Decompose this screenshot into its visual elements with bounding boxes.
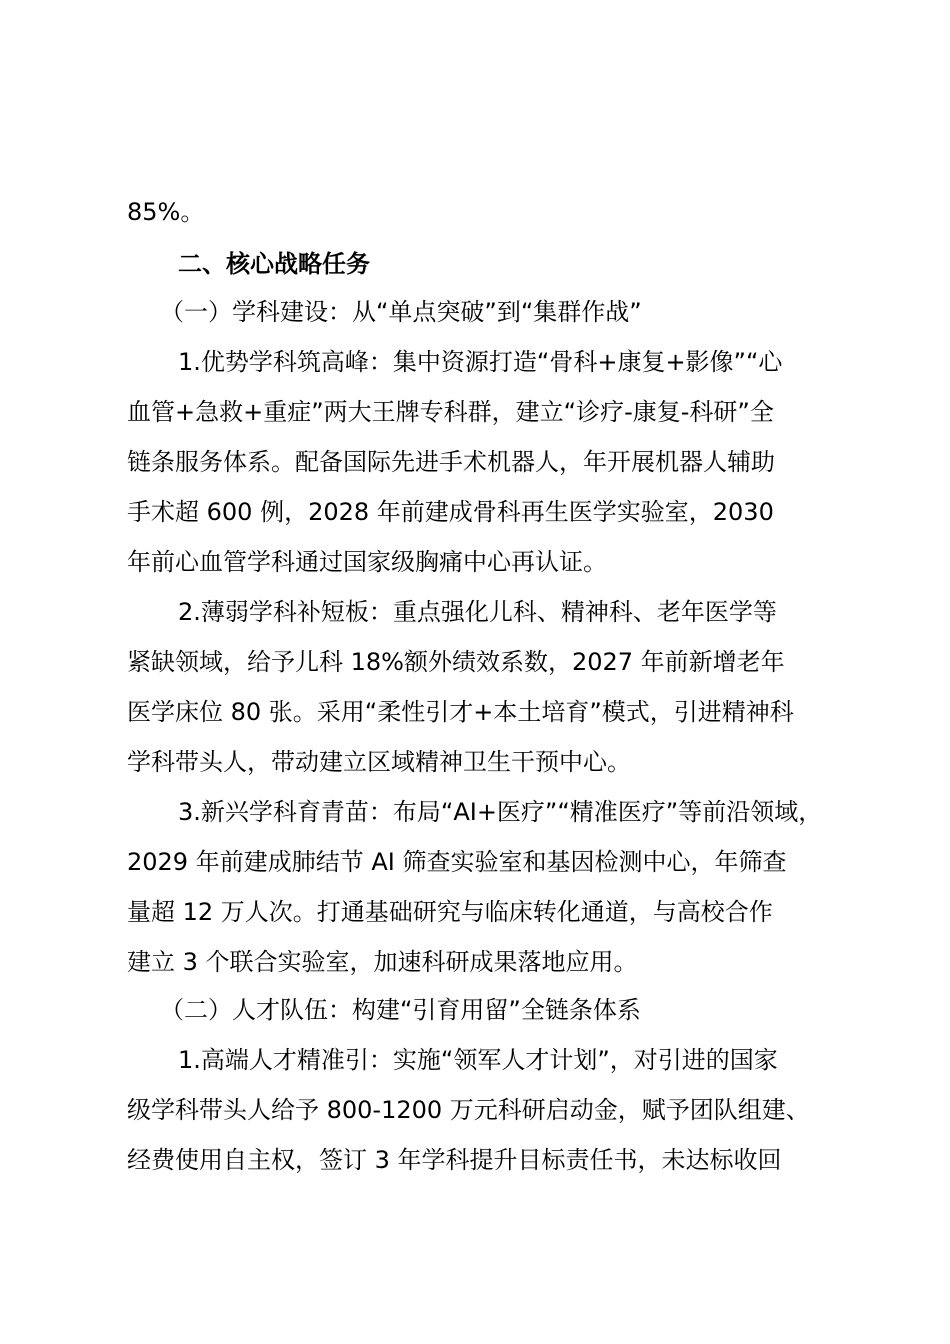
paragraph-line: 年前心血管学科通过国家级胸痛中心再认证。 bbox=[127, 548, 607, 576]
paragraph-line: 手术超 600 例，2028 年前建成骨科再生医学实验室，2030 bbox=[127, 498, 774, 526]
paragraph-line: 级学科带头人给予 800-1200 万元科研启动金，赋予团队组建、 bbox=[127, 1096, 810, 1124]
section-heading: 二、核心战略任务 bbox=[178, 250, 370, 278]
paragraph-line: 85%。 bbox=[127, 198, 205, 226]
paragraph-line: 1.优势学科筑高峰：集中资源打造“骨科+康复+影像”“心 bbox=[178, 348, 783, 376]
paragraph-line: 经费使用自主权，签订 3 年学科提升目标责任书，未达标收回 bbox=[127, 1146, 782, 1174]
paragraph-line: 量超 12 万人次。打通基础研究与临床转化通道，与高校合作 bbox=[127, 898, 773, 926]
paragraph-line: 医学床位 80 张。采用“柔性引才+本土培育”模式，引进精神科 bbox=[127, 698, 794, 726]
subsection-heading: （一）学科建设：从“单点突破”到“集群作战” bbox=[160, 298, 642, 326]
paragraph-line: 3.新兴学科育青苗：布局“AI+医疗”“精准医疗”等前沿领域， bbox=[178, 798, 823, 826]
paragraph-line: 2.薄弱学科补短板：重点强化儿科、精神科、老年医学等 bbox=[178, 598, 777, 626]
subsection-heading: （二）人才队伍：构建“引育用留”全链条体系 bbox=[160, 996, 641, 1024]
paragraph-line: 血管+急救+重症”两大王牌专科群，建立“诊疗-康复-科研”全 bbox=[127, 398, 774, 426]
paragraph-line: 2029 年前建成肺结节 AI 筛查实验室和基因检测中心，年筛查 bbox=[127, 848, 787, 876]
paragraph-line: 紧缺领域，给予儿科 18%额外绩效系数，2027 年前新增老年 bbox=[127, 648, 785, 676]
paragraph-line: 链条服务体系。配备国际先进手术机器人，年开展机器人辅助 bbox=[127, 448, 775, 476]
paragraph-line: 1.高端人才精准引：实施“领军人才计划”，对引进的国家 bbox=[178, 1046, 778, 1074]
paragraph-line: 学科带头人，带动建立区域精神卫生干预中心。 bbox=[127, 748, 631, 776]
paragraph-line: 建立 3 个联合实验室，加速科研成果落地应用。 bbox=[127, 948, 638, 976]
